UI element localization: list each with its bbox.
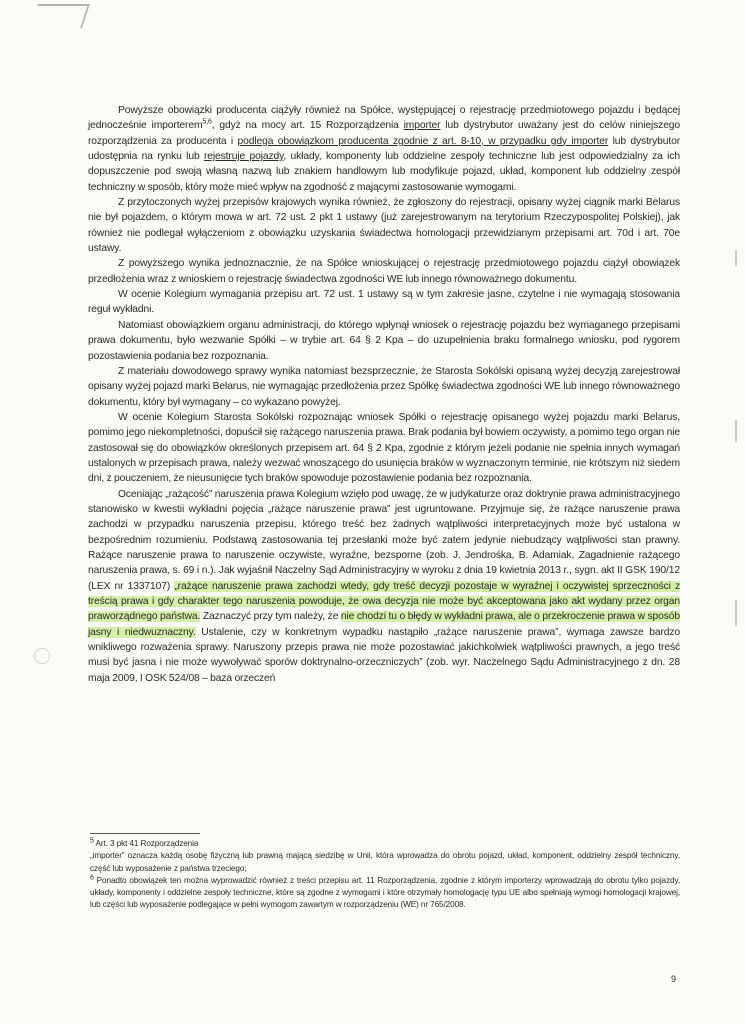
footnotes: [90, 838, 680, 912]
text-run: Oceniając „rażącość” naruszenia prawa Kolegium wzięło pod uwagę, że w judykaturze oraz doktrynie prawa administracyjnego stanowisko w kwestii wykładni pojęcia „rażące naruszenie prawa” jest ugruntowane. Przyjmuje się, że rażące naruszenie prawa zachodzi w przypadku naruszenia przepisu, którego treść bez żadnych wątpliwości interpretacyjnych może być ustalona w bezpośrednim rozumieniu. Podstawą zastosowania tej przesłanki może być zatem jedynie niebudzący wątpliwości stan prawny. Rażące naruszenie prawa to naruszenie oczywiste, wyraźne, bezsporne (zob. J. Jendrośka, B. Adamiak, Zagadnienie rażącego naruszenia prawa, s. 69 i n.). Jak wyjaśnił Naczelny Sąd Administracyjny w wyroku z dnia 19 kwietnia 2013 r., sygn. akt II GSK 190/12 (LEX nr 1337107): [88, 488, 680, 592]
text-run: W ocenie Kolegium Starosta Sokólski rozpoznając wniosek Spółki o rejestrację opisanego wyżej pojazdu marki Belarus, pomimo jego niekompletności, dopuścił się rażącego naruszenia prawa. Brak podania był bowiem oczywisty, a pomimo tego organ nie zastosował się do obowiązków określonych przepisem art. 64 § 2 Kpa, zgodnie z którym jeżeli podanie nie spełnia innych wymagań ustalonych w przepisach prawa, należy wezwać wnoszącego do usunięcia braków w wyznaczonym terminie, nie krótszym niż siedem dni, z pouczeniem, że nieusunięcie tych braków spowoduje pozostawienie podania bez rozpoznania.: [88, 411, 680, 485]
text-run: lub dystrybutor udostępnia na rynku lub: [88, 135, 681, 163]
underlined-text: importer: [403, 120, 441, 132]
paragraph: [88, 195, 680, 256]
document-body: [88, 103, 680, 686]
text-run: Ustalenie, czy w konkretnym wypadku nastąpiło „rażące naruszenie prawa”, wymaga zawsze bardzo wnikliwego rozważenia sprawy. Naruszony przepis prawa nie może pozostawiać jakichkolwiek wątpliwości prawnych, a jego treść musi być jasna i nie może wywoływać sporów doktrynalno-orzeczniczych” (zob. wyr. Naczelnego Sądu Administracyjnego z dn. 28 maja 2009, I OSK 524/08 – baza orzeczeń: [88, 626, 680, 684]
footnote-text: Art. 3 pkt 41 Rozporządzenia: [93, 839, 199, 848]
text-run: , układy, komponenty lub oddzielne zespoły techniczne lub jest odpowiedzialny za ich dopuszczenie pod swoją własną nazwą lub znakiem handlowym lub modyfikuje pojazd, układ, komponent lub oddzielny zespół techniczny w sposób, który może mieć wpływ na zgodność z mającymi zastosowanie wymogami.: [88, 151, 680, 193]
text-run: lub dystrybutor uważany jest do celów niniejszego rozporządzenia za producenta i: [88, 120, 681, 147]
text-run: W ocenie Kolegium wymagania przepisu art. 72 ust. 1 ustawy są w tym zakresie jasne, czytelne i nie wymagają stosowania reguł wykładni.: [88, 289, 680, 316]
text-run: Z powyższego wynika jednoznacznie, że na Spółce wnioskującej o rejestrację przedmiotowego pojazdu ciążył obowiązek przedłożenia wraz z wnioskiem o rejestrację świadectwa zgodności WE lub innego równoważnego dokumentu.: [88, 258, 680, 285]
paragraph: [88, 287, 680, 318]
text-run: Z materiału dowodowego sprawy wynika natomiast bezsprzecznie, że Starosta Sokólski opisaną wyżej decyzją zarejestrował opisany wyżej pojazd marki Belarus, nie wymagając przedłożenia przez Spółkę świadectwa zgodności WE lub innego równoważnego dokumentu, który był wymagany – co wykazano powyżej.: [88, 365, 680, 408]
scan-edge-mark: [735, 250, 737, 266]
footnote-reference: 5,6: [202, 118, 212, 126]
footnote-separator: [90, 833, 200, 834]
underlined-text: podlega obowiązkom producenta zgodnie z art. 8-10, w przypadku gdy importer: [237, 135, 609, 147]
text-run: Natomiast obowiązkiem organu administracji, do którego wpłynął wniosek o rejestrację pojazdu bez wymaganego przepisami prawa dokumentu, było wezwanie Spółki – w trybie art. 64 § 2 Kpa – do uzupełnienia braku formalnego wniosku, pod rygorem pozostawienia podania bez rozpoznania.: [88, 319, 680, 362]
scan-corner-mark: [30, 4, 90, 28]
text-run: , gdyż na mocy art. 15 Rozporządzenia: [211, 120, 404, 132]
page-number: 9: [671, 974, 677, 984]
paragraph: [88, 318, 680, 364]
underlined-text: rejestruje pojazdy: [203, 151, 284, 163]
highlighted-quote: nie chodzi tu o błędy w wykładni prawa, ale o przekroczenie prawa w sposób jasny i niedwuznaczny.: [88, 611, 680, 638]
highlighted-quote: „rażące naruszenie prawa zachodzi wtedy, gdy treść decyzji pozostaje w wyraźnej i oczywistej sprzeczności z treścią prawa i gdy charakter tego naruszenia powoduje, że owa decyzja nie może być akceptowana jako akt wydany przez organ praworządnego państwa.: [88, 580, 680, 623]
paragraph: [88, 364, 680, 410]
footnote-text: Ponadto obowiązek ten można wyprowadzić również z treści przepisu art. 11 Rozporządzenia, zgodnie z którym importerzy wprowadzają do obrotu tylko pojazdy, układy, komponenty i oddzielne zespoły techniczne, które są zgodne z wymogami i które otrzymały homologację typu UE albo spełniają wymogi homologacji krajowej, lub części lub wyposażenie podlegające w pełni wymogom zawartym w rozporządzeniu (WE) nr 765/2008.: [90, 875, 680, 910]
text-run: Powyższe obowiązki producenta ciążyły również na Spółce, występującej o rejestrację przedmiotowego pojazdu i będącej jednocześnie importerem: [88, 105, 680, 132]
scan-edge-mark: [735, 420, 737, 442]
footnote: [90, 875, 680, 912]
paragraph: [88, 487, 680, 686]
paragraph: [88, 410, 680, 487]
binder-hole: [34, 648, 50, 664]
footnote-text: „importer” oznacza każdą osobę fizyczną lub prawną mającą siedzibę w Unii, która wprowadza do obrotu pojazd, układ, komponent, oddzielny zespół techniczny, część lub wyposażenie z państwa trzeciego;: [90, 851, 680, 873]
footnote: [90, 838, 680, 850]
footnote-mark: 5: [90, 837, 94, 845]
text-run: Z przytoczonych wyżej przepisów krajowych wynika również, że zgłoszony do rejestracji, opisany wyżej ciągnik marki Belarus nie był pojazdem, o którym mowa w art. 72 ust. 2 pkt 1 ustawy (już zarejestrowanym na terytorium Rzeczypospolitej Polskiej), jak również nie podlegał wyłączeniom z obowiązku uzyskania świadectwa homologacji przewidzianym przepisami art. 70d i art. 70e ustawy.: [88, 197, 680, 255]
footnote-mark: 6: [90, 874, 94, 882]
paragraph: [88, 256, 680, 287]
footnote: [90, 850, 680, 875]
scan-edge-mark: [735, 600, 737, 626]
paragraph: [88, 103, 680, 195]
text-run: Zaznaczyć przy tym należy, że: [200, 611, 341, 623]
